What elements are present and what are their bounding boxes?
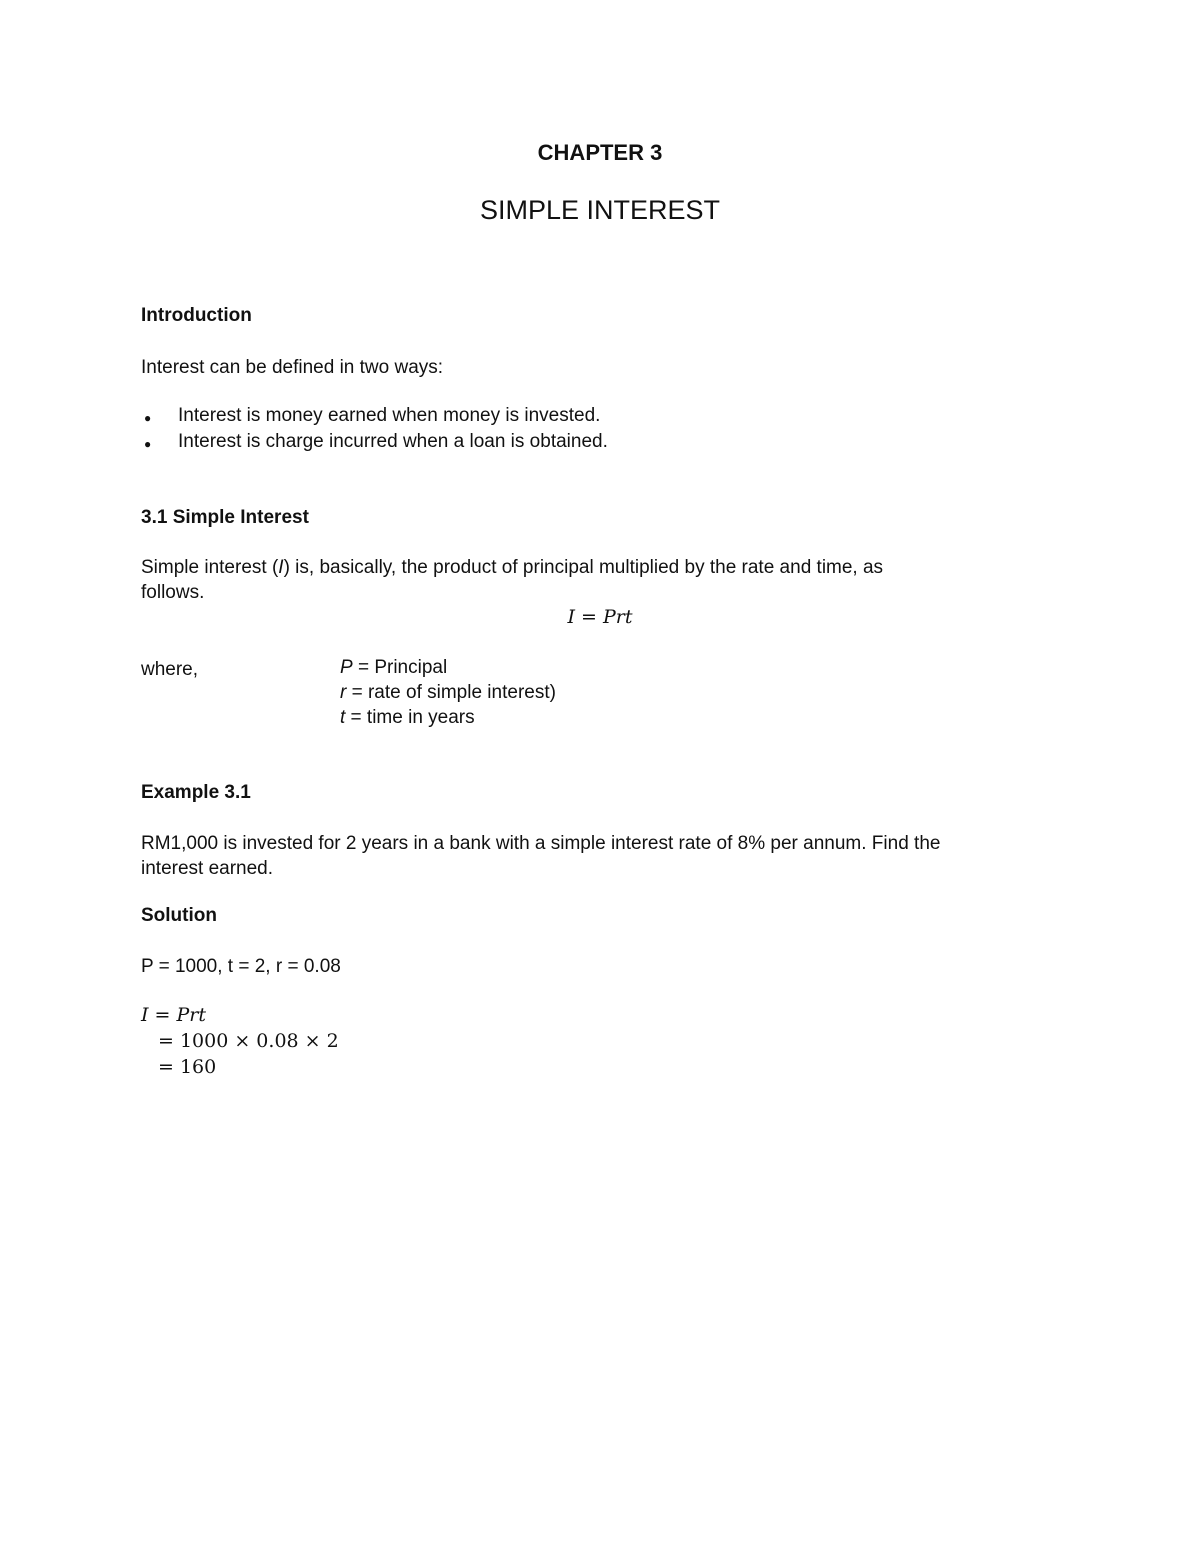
solution-heading: Solution bbox=[141, 905, 217, 926]
solution-givens: P = 1000, t = 2, r = 0.08 bbox=[141, 956, 341, 977]
solution-step-3: = 160 bbox=[158, 1056, 217, 1078]
example-line1: RM1,000 is invested for 2 years in a bank with a simple interest rate of 8% per annum. Find the bbox=[141, 833, 941, 854]
chapter-label: CHAPTER 3 bbox=[537, 140, 663, 165]
formula: I = Prt bbox=[567, 606, 633, 628]
section-paragraph-line2: follows. bbox=[141, 582, 205, 603]
bullet-icon: ● bbox=[144, 437, 152, 451]
definition-rate: r = rate of simple interest) bbox=[340, 682, 556, 703]
where-label: where, bbox=[141, 659, 199, 680]
example-line2: interest earned. bbox=[141, 858, 274, 879]
introduction-heading: Introduction bbox=[141, 305, 252, 326]
section-paragraph-line1: Simple interest (I) is, basically, the product of principal multiplied by the rate and time, as bbox=[141, 557, 884, 578]
bullet-item-2: Interest is charge incurred when a loan is obtained. bbox=[178, 431, 608, 452]
bullet-item-1: Interest is money earned when money is invested. bbox=[178, 405, 601, 426]
definition-time: t = time in years bbox=[340, 707, 475, 728]
bullet-icon: ● bbox=[144, 411, 152, 425]
solution-step-2: = 1000 × 0.08 × 2 bbox=[158, 1030, 339, 1052]
definition-principal: P = Principal bbox=[340, 657, 448, 678]
chapter-title: SIMPLE INTEREST bbox=[479, 195, 721, 225]
example-heading: Example 3.1 bbox=[141, 782, 251, 803]
solution-step-1: I = Prt bbox=[141, 1004, 207, 1026]
introduction-lead: Interest can be defined in two ways: bbox=[141, 357, 444, 378]
section-heading: 3.1 Simple Interest bbox=[141, 507, 309, 528]
